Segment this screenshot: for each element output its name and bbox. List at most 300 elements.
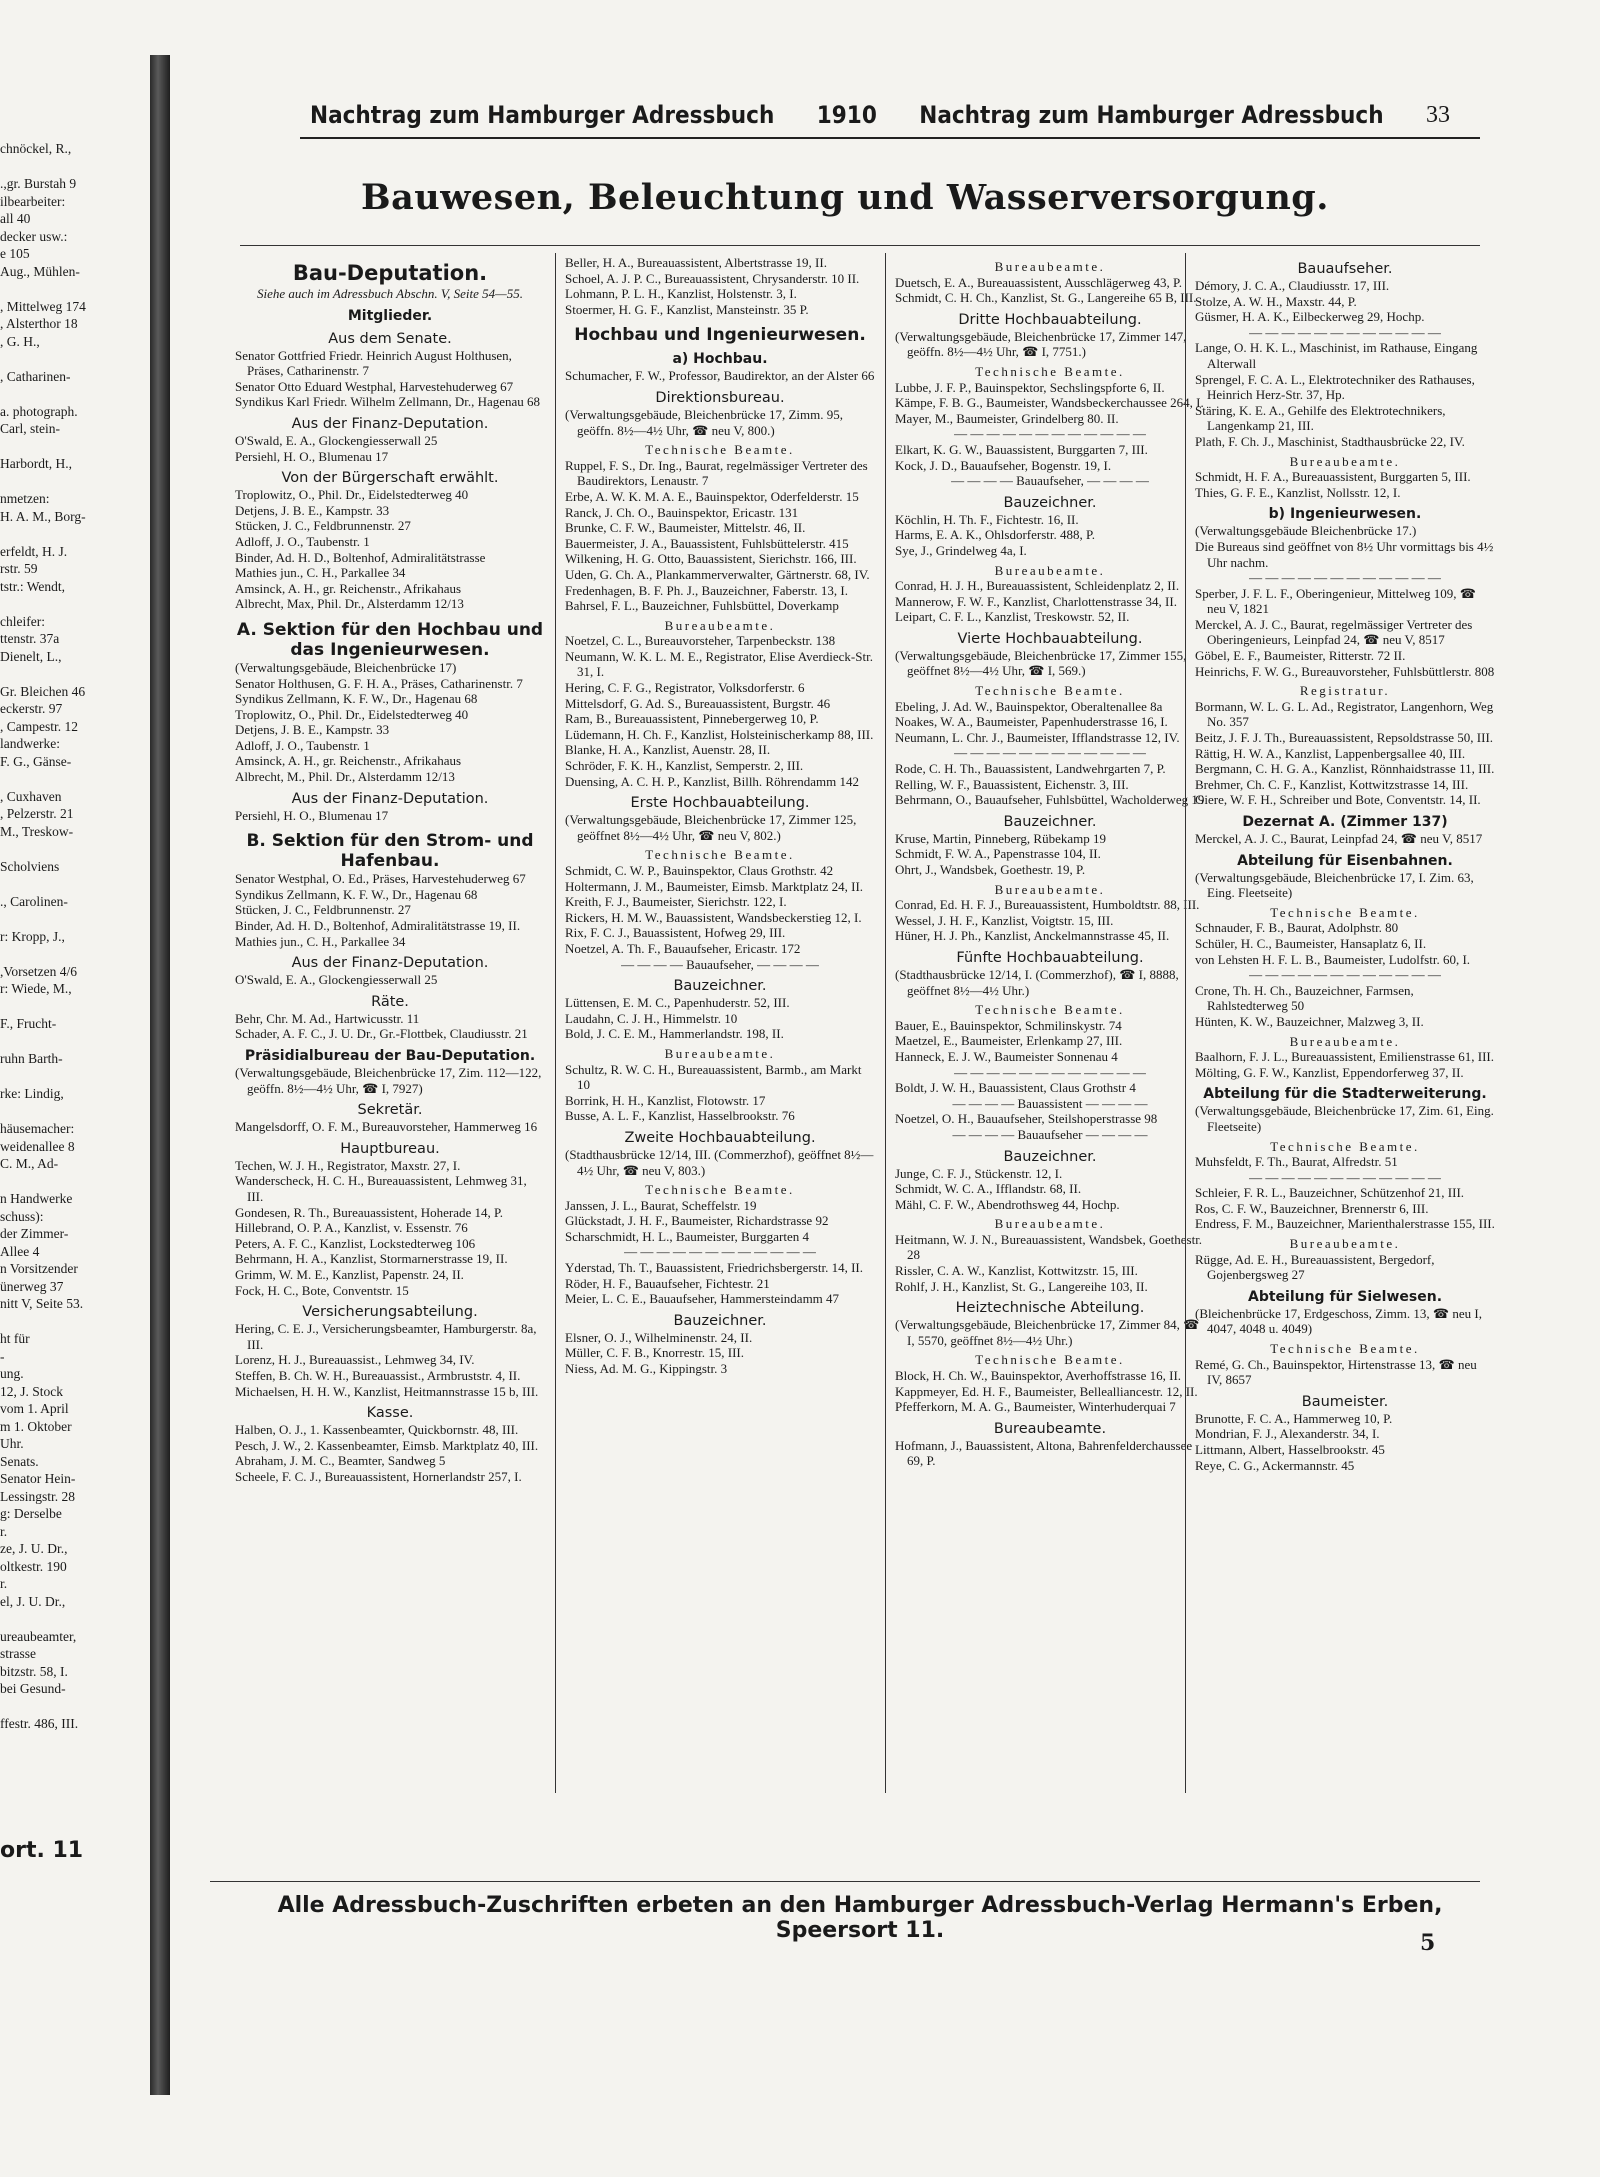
divider-entry: — — — — — — — — — — — — [1249,324,1441,340]
subsection-heading: Räte. [371,993,409,1010]
directory-entry: Maetzel, E., Baumeister, Erlenkamp 27, III. [895,1033,1123,1049]
fragment-line [0,158,150,176]
directory-entry: Neumann, W. K. L. M. E., Registrator, Elise Averdieck-Str. 31, I. [565,648,873,680]
subsection-heading: a) Hochbau. [672,351,768,368]
fragment-line: Carl, stein- [0,421,60,436]
fragment-line [0,945,150,963]
directory-entry: Köchlin, H. Th. F., Fichtestr. 16, II. [895,511,1079,527]
directory-entry: Laudahn, C. J. H., Himmelstr. 10 [565,1010,738,1026]
cross-reference: Siehe auch im Adressbuch Abschn. V, Seite 54—55. [257,286,523,301]
fragment-line [0,473,150,491]
subsection-heading: Heiztechnische Abteilung. [955,1300,1145,1317]
directory-entry: (Verwaltungsgebäude Bleichenbrücke 17.) [1195,523,1417,539]
header-rule [300,137,1480,139]
fragment-line: oltkestr. 190 [0,1558,67,1574]
directory-entry: Duensing, A. C. H. P., Kanzlist, Billh. Röhrendamm 142 [565,773,859,789]
directory-entry: Sye, J., Grindelweg 4a, I. [895,542,1027,558]
category-heading: Bureaubeamte. [994,881,1106,897]
directory-entry: Uden, G. Ch. A., Plankammerverwalter, Gärtnerstr. 68, IV. [565,566,870,582]
subsection-heading: Bauzeichner. [1003,813,1097,830]
running-head-right: Nachtrag zum Hamburger Adressbuch [919,101,1384,129]
directory-entry: Lange, O. H. K. L., Maschinist, im Rathause, Eingang Alterwall [1195,340,1478,371]
directory-entry: Techen, W. J. H., Registrator, Maxstr. 27, I. [235,1157,461,1173]
directory-entry: Relling, W. F., Bauassistent, Eichenstr. 3, III. [895,776,1129,792]
directory-entry: Bauer, E., Bauinspektor, Schmilinskystr. 74 [895,1017,1122,1033]
directory-entry: Rickers, H. M. W., Bauassistent, Wandsbeckerstieg 12, I. [565,909,862,925]
directory-entry: (Bleichenbrücke 17, Erdgeschoss, Zimm. 13, ☎ neu I, 4047, 4048 u. 4049) [1195,1305,1482,1337]
directory-entry: Plath, F. Ch. J., Maschinist, Stadthausbrücke 22, IV. [1195,433,1465,449]
section-heading: Hochbau und Ingenieurwesen. [574,325,866,346]
fragment-line [0,1103,150,1121]
directory-entry: Noetzel, C. L., Bureauvorsteher, Tarpenbeckstr. 138 [565,633,836,649]
fragment-line: ze, J. U. Dr., [0,1541,68,1556]
category-heading: Bureaubeamte. [664,617,776,633]
category-heading: Technische Beamte. [975,1352,1125,1368]
column-2 [565,255,875,1377]
directory-entry: Schmidt, H. F. A., Bureauassistent, Burggarten 5, III. [1195,469,1471,485]
subsection-heading: Aus der Finanz-Deputation. [291,955,489,972]
fragment-line: el, J. U. Dr., [0,1593,66,1609]
fragment-line: Scholviens [0,858,60,874]
directory-entry: Baalhorn, F. J. L., Bureauassistent, Emilienstrasse 61, III. [1195,1049,1494,1065]
directory-entry: Merckel, A. J. C., Baurat, Leinpfad 24, ☎ neu V, 8517 [1195,831,1483,846]
fragment-line: landwerke: [0,736,60,751]
section-heading: Bau-Deputation. [292,261,488,285]
directory-entry: Kock, J. D., Bauaufseher, Bogenstr. 19, I. [895,457,1112,473]
category-heading: Technische Beamte. [975,1002,1125,1018]
fragment-line [0,350,150,368]
directory-entry: Mondrian, F. J., Alexanderstr. 34, I. [1195,1426,1380,1442]
column-divider [1185,253,1186,1793]
fragment-line: a. photograph. [0,403,78,419]
directory-entry: Binder, Ad. H. D., Boltenhof, Admiralitätstrasse 19, II. [235,918,521,934]
directory-entry: Adloff, J. O., Taubenstr. 1 [235,533,370,549]
page-number: 33 [1426,101,1450,128]
subsection-heading: Aus dem Senate. [328,330,452,347]
running-head [310,97,1450,133]
previous-page-footer: ort. 11 [0,1838,84,1863]
directory-entry: Mannerow, F. W. F., Kanzlist, Charlottenstrasse 34, II. [895,593,1177,609]
directory-entry: Hering, C. F. G., Registrator, Volksdorferstr. 6 [565,680,805,696]
fragment-line: , Campestr. 12 [0,718,78,734]
fragment-line: bitzstr. 58, I. [0,1663,68,1679]
subsection-heading: b) Ingenieurwesen. [1268,506,1422,523]
directory-entry: Conrad, Ed. H. F. J., Bureauassistent, Humboldtstr. 88, III. [895,897,1200,913]
previous-page-fragment [0,140,150,1760]
directory-entry: Brunotte, F. C. A., Hammerweg 10, P. [1195,1410,1393,1426]
subsection-heading: Bureaubeamte. [993,1420,1107,1437]
directory-entry: Syndikus Zellmann, K. F. W., Dr., Hagenau 68 [235,691,478,707]
fragment-line: H. A. M., Borg- [0,508,86,524]
directory-entry: Lorenz, H. J., Bureauassist., Lehmweg 34, IV. [235,1352,475,1368]
directory-entry: Muhsfeldt, F. Th., Baurat, Alfredstr. 51 [1195,1154,1398,1170]
subsection-heading: Abteilung für die Stadterweiterung. [1203,1086,1487,1103]
directory-entry: Schmidt, F. W. A., Papenstrasse 104, II. [895,846,1101,862]
fragment-line: , Catharinen- [0,368,71,384]
fragment-line: n Vorsitzender [0,1261,78,1276]
fragment-line: Dienelt, L., [0,648,62,664]
directory-entry: Wilkening, H. G. Otto, Bauassistent, Sierichstr. 166, III. [565,551,857,567]
directory-entry: Holtermann, J. M., Baumeister, Eimsb. Marktplatz 24, II. [565,878,864,894]
subsection-heading: Versicherungsabteilung. [302,1304,478,1321]
directory-entry: Leipart, C. F. L., Kanzlist, Treskowstr. 52, II. [895,609,1130,625]
directory-entry: Noetzel, O. H., Bauaufseher, Steilshoperstrasse 98 [895,1111,1158,1127]
directory-entry: Stäring, K. E. A., Gehilfe des Elektrotechnikers, Langenkamp 21, III. [1195,402,1446,434]
fragment-line: Allee 4 [0,1243,40,1259]
directory-entry: Hünten, K. W., Bauzeichner, Malzweg 3, II. [1195,1013,1424,1029]
directory-entry: Crone, Th. H. Ch., Bauzeichner, Farmsen, Rahlstedterweg 50 [1195,982,1414,1014]
category-heading: Technische Beamte. [645,442,795,458]
signature-mark: 5 [1420,1930,1436,1956]
fragment-line: ,Vorsetzen 4/6 [0,963,77,979]
divider-entry: — — — — — — — — — — — — [954,1064,1146,1080]
subsection-heading: Kasse. [366,1405,414,1422]
fragment-line: rke: Lindig, [0,1086,64,1101]
subsection-heading: Präsidialbureau der Bau-Deputation. [244,1048,536,1064]
directory-entry: Yderstad, Th. T., Bauassistent, Friedrichsbergerstr. 14, II. [565,1260,863,1276]
column-divider [885,253,886,1793]
directory-entry: Blanke, H. A., Kanzlist, Auenstr. 28, II. [565,742,771,758]
directory-entry: Steffen, B. Ch. W. H., Bureauassist., Armbruststr. 4, II. [235,1367,521,1383]
category-heading: Bureaubeamte. [994,259,1106,274]
fragment-line: erfeldt, H. J. [0,543,68,559]
fragment-line: ung. [0,1366,24,1381]
fragment-line: Gr. Bleichen 46 [0,683,86,699]
fragment-line: Lessingstr. 28 [0,1488,76,1504]
fragment-line: e 105 [0,246,30,261]
directory-entry: Stücken, J. C., Feldbrunnenstr. 27 [235,518,411,534]
category-heading: Bureaubeamte. [994,1216,1106,1232]
category-heading: Bureaubeamte. [1289,453,1401,469]
fragment-line: , G. H., [0,333,40,349]
fragment-line: eckerstr. 97 [0,701,63,716]
directory-entry: Fredenhagen, B. F. Ph. J., Bauzeichner, Faberstr. 13, I. [565,582,848,598]
directory-entry: Gondesen, R. Th., Bureauassistent, Hoherade 14, P. [235,1204,504,1220]
fragment-line [0,840,150,858]
directory-entry: Troplowitz, O., Phil. Dr., Eidelstedterweg 40 [235,487,469,503]
fragment-line: nmetzen: [0,491,50,506]
fragment-line [0,875,150,893]
directory-entry: Schmidt, C. H. Ch., Kanzlist, St. G., Langereihe 65 B, III. [895,290,1197,306]
fragment-line [0,280,150,298]
directory-entry: Mathies jun., C. H., Parkallee 34 [235,565,406,581]
subsection-heading: Bauzeichner. [1003,494,1097,511]
fragment-line: tstr.: Wendt, [0,578,66,594]
directory-entry: Schmidt, C. W. P., Bauinspektor, Claus Grothstr. 42 [565,863,834,878]
directory-entry: Sprengel, F. C. A. L., Elektrotechniker des Rathauses, Heinrich Herz-Str. 37, Hp. [1195,371,1475,403]
divider-entry: — — — — Bauaufseher — — — — [952,1126,1148,1142]
directory-entry: Persiehl, H. O., Blumenau 17 [235,807,389,823]
directory-entry: Lohmann, P. L. H., Kanzlist, Holstenstr. 3, I. [565,286,797,302]
directory-entry: Duetsch, E. A., Bureauassistent, Ausschlägerweg 43, P. [895,274,1183,290]
directory-entry: (Verwaltungsgebäude, Bleichenbrücke 17) [235,659,457,675]
directory-entry: Syndikus Karl Friedr. Wilhelm Zellmann, Dr., Hagenau 68 [235,394,541,410]
directory-entry: Lüdemann, H. Ch. F., Kanzlist, Holsteinischerkamp 88, III. [565,726,874,742]
subsection-heading: Aus der Finanz-Deputation. [291,415,489,432]
directory-entry: Bauermeister, J. A., Bauassistent, Fuhlsbüttelerstr. 415 [565,535,849,551]
directory-entry: Schmidt, W. C. A., Ifflandstr. 68, II. [895,1181,1082,1197]
directory-entry: Erbe, A. W. K. M. A. E., Bauinspektor, Oderfelderstr. 15 [565,488,859,504]
directory-entry: Behrmann, O., Bauaufseher, Fuhlsbüttel, Wacholderweg 19 [895,792,1205,808]
fragment-line: , Pelzerstr. 21 [0,806,74,821]
directory-entry: von Lehsten H. F. L. B., Baumeister, Ludolfstr. 60, I. [1195,951,1471,967]
fragment-line [0,1698,150,1716]
directory-entry: Beller, H. A., Bureauassistent, Albertstrasse 19, II. [565,255,827,270]
directory-entry: Kreith, F. J., Baumeister, Sierichstr. 122, I. [565,894,787,910]
directory-entry: Schoel, A. J. P. C., Bureauassistent, Chrysanderstr. 10 II. [565,270,860,286]
subsection-heading: Vierte Hochbauabteilung. [957,630,1143,647]
fragment-line [0,1173,150,1191]
fragment-line: strasse [0,1646,36,1661]
directory-entry: Pfefferkorn, M. A. G., Baumeister, Winterhuderquai 7 [895,1399,1176,1415]
category-heading: Technische Beamte. [1270,904,1420,920]
category-heading: Registratur. [1299,683,1391,699]
category-heading: Technische Beamte. [645,1182,795,1198]
subsection-heading: Sekretär. [357,1102,423,1119]
directory-entry: Senator Otto Eduard Westphal, Harvestehuderweg 67 [235,378,514,394]
subsection-heading: Mitglieder. [347,307,433,324]
fragment-line [0,438,150,456]
directory-entry: Hering, C. E. J., Versicherungsbeamter, Hamburgerstr. 8a, III. [235,1321,537,1352]
subsection-heading: Fünfte Hochbauabteilung. [956,949,1144,966]
directory-entry: Kruse, Martin, Pinneberg, Rübekamp 19 [895,830,1106,846]
divider-entry: — — — — — — — — — — — — [954,745,1146,761]
directory-entry: Rättig, H. W. A., Kanzlist, Lappenbergsallee 40, III. [1195,745,1466,761]
subsection-heading: Dritte Hochbauabteilung. [958,311,1142,328]
fragment-line: r: Kropp, J., [0,928,65,944]
fragment-line: weidenallee 8 [0,1138,75,1154]
fragment-line: ., Carolinen- [0,893,68,909]
fragment-line: ffestr. 486, III. [0,1716,79,1731]
directory-entry: Conrad, H. J. H., Bureauassistent, Schleidenplatz 2, II. [895,578,1180,594]
directory-entry: O'Swald, E. A., Glockengiesserwall 25 [235,972,438,988]
directory-entry: Kämpe, F. B. G., Baumeister, Wandsbeckerchaussee 264, I. [895,395,1204,411]
running-head-year: 1910 [816,101,877,129]
directory-entry: Bahrsel, F. L., Bauzeichner, Fuhlsbüttel, Doverkamp [565,598,839,614]
fragment-line: decker usw.: [0,228,68,244]
directory-entry: (Stadthausbrücke 12/14, III. (Commerzhof), geöffnet 8½—4½ Uhr, ☎ neu V, 803.) [565,1146,874,1178]
directory-entry: Ebeling, J. Ad. W., Bauinspektor, Oberaltenallee 8a [895,698,1163,714]
subsection-heading: Aus der Finanz-Deputation. [291,790,489,807]
subsection-heading: Dezernat A. (Zimmer 137) [1242,814,1448,830]
directory-entry: Scharschmidt, H. L., Baumeister, Burggarten 4 [565,1228,810,1244]
category-heading: Technische Beamte. [1270,1138,1420,1154]
directory-entry: (Verwaltungsgebäude, Bleichenbrücke 17, Zim. 61, Eing. Fleetseite) [1195,1103,1494,1134]
directory-entry: (Verwaltungsgebäude, Bleichenbrücke 17, Zimmer 155, geöffnet 8½—4½ Uhr, ☎ I, 569.) [895,647,1187,679]
fragment-line: , Alsterthor 18 [0,316,78,331]
page [180,55,1510,2065]
divider-entry: — — — — — — — — — — — — [1249,967,1441,983]
directory-entry: Stoermer, H. G. F., Kanzlist, Mansteinstr. 35 P. [565,301,809,317]
directory-entry: Beitz, J. F. J. Th., Bureauassistent, Repsoldstrasse 50, III. [1195,730,1494,746]
directory-entry: Rissler, C. A. W., Kanzlist, Kottwitzstr. 15, III. [895,1263,1138,1279]
directory-entry: Schultz, R. W. C. H., Bureauassistent, Barmb., am Markt 10 [565,1061,862,1093]
fragment-line: , Cuxhaven [0,788,62,804]
fragment-line: schuss): [0,1208,44,1224]
directory-entry: Endress, F. M., Bauzeichner, Marienthalerstrasse 155, III. [1195,1216,1495,1232]
divider-entry: — — — — — — — — — — — — [1249,1169,1441,1185]
directory-entry: Schader, A. F. C., J. U. Dr., Gr.-Flottbek, Claudiusstr. 21 [235,1026,528,1042]
fragment-line: nitt V, Seite 53. [0,1296,84,1311]
fragment-line: - [0,1348,5,1364]
fragment-line: ruhn Barth- [0,1051,63,1066]
fragment-line: Aug., Mühlen- [0,263,80,279]
directory-entry: Merckel, A. J. C., Baurat, regelmässiger Vertreter des Oberingenieurs, Leinpfad 24, ☎ neu V, 8517 [1195,616,1473,648]
fragment-line: g: Derselbe [0,1506,62,1521]
column-1 [235,255,545,1484]
directory-entry: Borrink, H. H., Kanzlist, Flotowstr. 17 [565,1092,766,1108]
divider-entry: — — — — — — — — — — — — [954,426,1146,442]
directory-entry: Elsner, O. J., Wilhelminenstr. 24, II. [565,1329,753,1345]
directory-entry: Güsmer, H. A. K., Eilbeckerweg 29, Hochp. [1195,309,1425,325]
directory-entry: Sperber, J. F. L. F., Oberingenieur, Mittelweg 109, ☎ neu V, 1821 [1195,585,1476,617]
fragment-line: rstr. 59 [0,561,38,576]
fragment-line: C. M., Ad- [0,1156,59,1171]
category-heading: Bureaubeamte. [664,1045,776,1061]
directory-entry: Niess, Ad. M. G., Kippingstr. 3 [565,1361,728,1377]
subsection-heading: Von der Bürgerschaft erwählt. [281,470,499,487]
subsection-heading: Bauzeichner. [1003,1148,1097,1165]
directory-entry: Noetzel, A. Th. F., Bauaufseher, Ericastr. 172 [565,940,801,956]
category-heading: Technische Beamte. [645,847,795,863]
divider-entry: — — — — Bauaufseher, — — — — [951,473,1149,489]
fragment-line: der Zimmer- [0,1226,69,1241]
directory-entry: Ram, B., Bureauassistent, Pinnebergerweg 10, P. [565,711,819,727]
directory-entry: Schüler, H. C., Baumeister, Hansaplatz 6, II. [1195,935,1427,951]
subsection-heading: Direktionsbureau. [655,389,785,406]
subsection-heading: Bauaufseher. [1297,261,1393,277]
fragment-line: chleifer: [0,613,45,629]
directory-entry: Scheele, F. C. J., Bureauassistent, Hornerlandstr 257, I. [235,1468,522,1484]
directory-entry: Amsinck, A. H., gr. Reichenstr., Afrikahaus [235,580,462,596]
fragment-line: n Handwerke [0,1191,73,1206]
directory-entry: Michaelsen, H. H. W., Kanzlist, Heitmannstrasse 15 b, III. [235,1383,539,1399]
directory-entry: Heinrichs, F. W. G., Bureauvorsteher, Fuhlsbüttlerstr. 808 [1195,663,1495,679]
directory-entry: Wanderscheck, H. C. H., Bureauassistent, Lehmweg 31, III. [235,1173,527,1204]
directory-entry: Detjens, J. B. E., Kampstr. 33 [235,502,390,518]
directory-entry: Peters, A. F. C., Kanzlist, Lockstedterweg 106 [235,1235,476,1251]
divider-entry: — — — — — — — — — — — — [624,1244,816,1260]
fragment-line: .,gr. Burstah 9 [0,176,77,191]
directory-entry: Ruppel, F. S., Dr. Ing., Baurat, regelmässiger Vertreter des Baudirektors, Lenaustr. 7 [565,457,868,489]
directory-entry: Noakes, W. A., Baumeister, Papenhuderstrasse 16, I. [895,714,1168,730]
page-title: Bauwesen, Beleuchtung und Wasserversorgung. [361,177,1329,218]
fragment-line: ilbearbeiter: [0,193,66,209]
directory-entry: Schröder, F. K. H., Kanzlist, Semperstr. 2, III. [565,758,804,774]
fragment-line [0,1610,150,1628]
fragment-line: , Mittelweg 174 [0,298,86,314]
fragment-line: ht für [0,1331,30,1346]
directory-entry: Neumann, L. Chr. J., Baumeister, Ifflandstrasse 12, IV. [895,729,1180,745]
directory-entry: Démory, J. C. A., Claudiusstr. 17, III. [1195,278,1390,293]
fragment-line: Harbordt, H., [0,456,72,471]
fragment-line: ureaubeamter, [0,1628,77,1644]
directory-entry: Mathies jun., C. H., Parkallee 34 [235,933,406,949]
subsection-heading: Erste Hochbauabteilung. [630,795,810,812]
directory-entry: Hüner, H. J. Ph., Kanzlist, Anckelmannstrasse 45, II. [895,928,1170,944]
directory-entry: Harms, E. A. K., Ohlsdorferstr. 488, P. [895,527,1096,543]
directory-entry: Rode, C. H. Th., Bauassistent, Landwehrgarten 7, P. [895,761,1166,777]
directory-entry: Bergmann, C. H. G. A., Kanzlist, Rönnhaidstrasse 11, III. [1195,761,1495,777]
directory-entry: Mittelsdorf, G. Ad. S., Bureauassistent, Burgstr. 46 [565,695,831,711]
fragment-line [0,665,150,683]
fragment-line: ttenstr. 37a [0,631,60,646]
directory-entry: Wessel, J. H. F., Kanzlist, Voigtstr. 15, III. [895,912,1114,928]
fragment-line: m 1. Oktober [0,1418,72,1434]
fragment-line: bei Gesund- [0,1681,66,1696]
directory-entry: Brunke, C. F. W., Baumeister, Mittelstr. 46, II. [565,520,806,536]
directory-entry: Die Bureaus sind geöffnet von 8½ Uhr vormittags bis 4½ Uhr nachm. [1195,538,1494,570]
directory-entry: Janssen, J. L., Baurat, Scheffelstr. 19 [565,1197,757,1213]
directory-entry: Reye, C. G., Ackermannstr. 45 [1195,1457,1355,1473]
fragment-line [0,910,150,928]
book-gutter [150,55,170,2095]
fragment-line: r. [0,1576,8,1591]
directory-entry: Grimm, W. M. E., Kanzlist, Papenstr. 24, II. [235,1266,464,1282]
directory-entry: Halben, O. J., 1. Kassenbeamter, Quickbornstr. 48, III. [235,1422,519,1438]
subsection-heading: Zweite Hochbauabteilung. [624,1129,816,1146]
directory-entry: Busse, A. L. F., Kanzlist, Hasselbrookstr. 76 [565,1108,795,1124]
directory-entry: Boldt, J. W. H., Bauassistent, Claus Grothstr 4 [895,1080,1136,1096]
fragment-line: M., Treskow- [0,823,74,839]
directory-entry: Göbel, E. F., Baumeister, Ritterstr. 72 II. [1195,648,1406,664]
divider-entry: — — — — Bauaufseher, — — — — [621,956,819,972]
divider-entry: — — — — Bauassistent — — — — [952,1095,1148,1111]
directory-entry: Troplowitz, O., Phil. Dr., Eidelstedterweg 40 [235,706,469,722]
directory-entry: Brehmer, Ch. C. F., Kanzlist, Kottwitzstrasse 14, III. [1195,776,1469,792]
directory-entry: Mähl, C. F. W., Abendrothsweg 44, Hochp. [895,1196,1120,1212]
fragment-line: chnöckel, R., [0,141,72,156]
directory-entry: Kappmeyer, Ed. H. F., Baumeister, Bellealliancestr. 12, II. [895,1383,1198,1399]
directory-entry: Thies, G. F. E., Kanzlist, Nollsstr. 12, I. [1195,484,1401,500]
directory-entry: Ranck, J. Ch. O., Bauinspektor, Ericastr. 131 [565,504,799,520]
category-heading: Technische Beamte. [1270,1341,1420,1357]
directory-entry: Bold, J. C. E. M., Hammerlandstr. 198, II. [565,1026,784,1042]
fragment-line [0,998,150,1016]
directory-entry: Syndikus Zellmann, K. F. W., Dr., Hagenau 68 [235,886,478,902]
directory-entry: Rix, F. C. J., Bauassistent, Hofweg 29, III. [565,925,786,941]
section-heading: A. Sektion für den Hochbau und das Ingenieurwesen. [236,619,544,660]
footer-rule [210,1881,1480,1882]
directory-entry: Hanneck, E. J. W., Baumeister Sonnenau 4 [895,1048,1118,1064]
fragment-line [0,595,150,613]
directory-entry: Fock, H. C., Bote, Conventstr. 15 [235,1282,409,1298]
subsection-heading: Abteilung für Sielwesen. [1247,1288,1443,1305]
directory-entry: (Verwaltungsgebäude, Bleichenbrücke 17, Zim. 112—122, geöffn. 8½—4½ Uhr, ☎ I, 7927) [235,1065,542,1096]
fragment-line: Senats. [0,1453,39,1469]
directory-entry: Binder, Ad. H. D., Boltenhof, Admiralitätstrasse [235,549,486,565]
subsection-heading: Baumeister. [1301,1393,1389,1410]
directory-entry: Remé, G. Ch., Bauinspektor, Hirtenstrasse 13, ☎ neu IV, 8657 [1195,1356,1477,1388]
directory-entry: Behrmann, H. A., Kanzlist, Stormarnerstrasse 19, II. [235,1251,508,1267]
category-heading: Technische Beamte. [975,683,1125,699]
directory-entry: Abraham, J. M. C., Beamter, Sandweg 5 [235,1453,446,1469]
directory-entry: Block, H. Ch. W., Bauinspektor, Averhoffstrasse 16, II. [895,1368,1182,1384]
column-4 [1195,255,1495,1473]
directory-entry: Giere, W. F. H., Schreiber und Bote, Conventstr. 14, II. [1195,792,1481,808]
fragment-line: r: Wiede, M., [0,981,72,996]
directory-entry: Glückstadt, J. H. F., Baumeister, Richardstrasse 92 [565,1213,829,1229]
directory-entry: Lubbe, J. F. P., Bauinspektor, Sechslingspforte 6, II. [895,379,1165,395]
directory-entry: Stolze, A. W. H., Maxstr. 44, P. [1195,293,1357,309]
directory-entry: (Verwaltungsgebäude, Bleichenbrücke 17, Zimmer 147, geöffn. 8½—4½ Uhr, ☎ I, 7751.) [895,328,1187,360]
category-heading: Technische Beamte. [975,363,1125,379]
directory-entry: Schnauder, F. B., Baurat, Adolphstr. 80 [1195,920,1399,936]
subsection-heading: Bauzeichner. [673,978,767,995]
directory-entry: Ros, C. F. W., Bauzeichner, Brennerstr 6, III. [1195,1200,1429,1216]
directory-entry: Senator Holthusen, G. F. H. A., Präses, Catharinenstr. 7 [235,675,523,691]
directory-entry: Mangelsdorff, O. F. M., Bureauvorsteher, Hammerweg 16 [235,1119,538,1135]
